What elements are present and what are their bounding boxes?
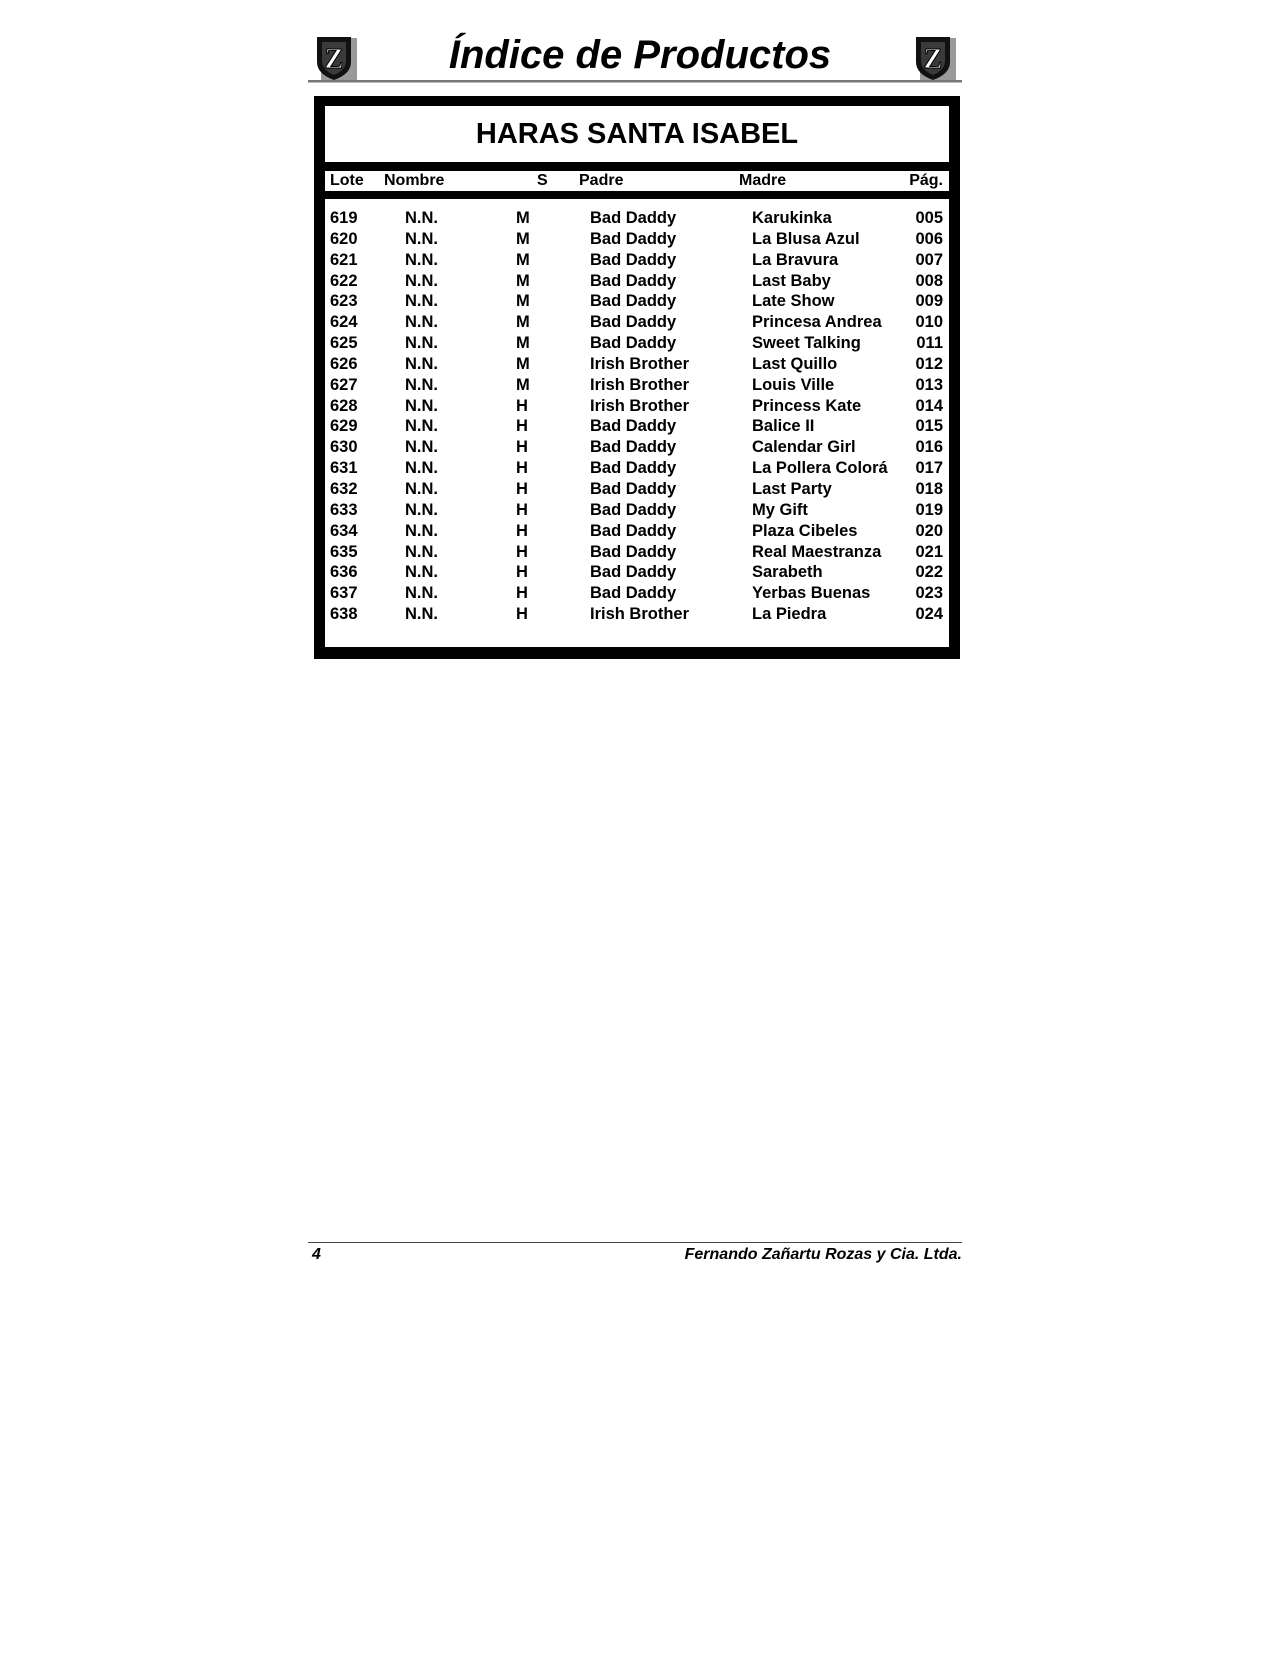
footer-company-name: Fernando Zañartu Rozas y Cia. Ltda. [684, 1246, 962, 1263]
cell-nombre: N.N. [405, 417, 438, 436]
cell-pag: 019 [915, 500, 943, 519]
cell-padre: Bad Daddy [590, 229, 677, 248]
column-header-sexo: S [537, 172, 548, 189]
cell-lote: 628 [330, 396, 358, 415]
table-row [325, 271, 949, 292]
table-row [325, 354, 949, 375]
cell-nombre: N.N. [405, 334, 438, 353]
cell-lote: 621 [330, 250, 358, 269]
cell-sexo: H [516, 542, 528, 561]
cell-sexo: H [516, 500, 528, 519]
cell-madre: Louis Ville [752, 375, 835, 394]
cell-madre: Karukinka [752, 209, 832, 227]
cell-padre: Bad Daddy [590, 334, 677, 353]
cell-lote: 631 [330, 459, 358, 478]
cell-sexo: H [516, 584, 528, 603]
cell-lote: 638 [330, 605, 358, 624]
column-header-lote: Lote [330, 172, 364, 189]
cell-padre: Bad Daddy [590, 271, 677, 290]
cell-sexo: H [516, 479, 528, 498]
cell-sexo: M [516, 292, 530, 311]
cell-padre: Bad Daddy [590, 479, 677, 498]
table-row [325, 500, 949, 521]
section-title-box [325, 106, 949, 162]
table-row [325, 437, 949, 458]
table-row [325, 291, 949, 312]
cell-madre: Last Baby [752, 271, 831, 290]
cell-madre: Real Maestranza [752, 542, 882, 561]
cell-nombre: N.N. [405, 292, 438, 311]
cell-madre: Sweet Talking [752, 334, 861, 353]
cell-nombre: N.N. [405, 542, 438, 561]
cell-sexo: M [516, 229, 530, 248]
cell-pag: 009 [915, 292, 943, 311]
cell-pag: 017 [915, 459, 943, 478]
header-divider [308, 80, 962, 83]
cell-padre: Bad Daddy [590, 209, 677, 227]
cell-lote: 627 [330, 375, 358, 394]
cell-madre: Yerbas Buenas [752, 584, 871, 603]
cell-nombre: N.N. [405, 459, 438, 478]
cell-padre: Bad Daddy [590, 438, 677, 457]
cell-nombre: N.N. [405, 375, 438, 394]
cell-lote: 630 [330, 438, 358, 457]
cell-pag: 024 [915, 605, 943, 624]
column-header-pag: Pág. [909, 172, 943, 189]
cell-pag: 015 [915, 417, 943, 436]
cell-padre: Bad Daddy [590, 313, 677, 332]
cell-padre: Irish Brother [590, 605, 690, 624]
cell-lote: 629 [330, 417, 358, 436]
cell-padre: Irish Brother [590, 375, 690, 394]
cell-madre: La Blusa Azul [752, 229, 860, 248]
cell-madre: Last Quillo [752, 354, 838, 373]
cell-lote: 625 [330, 334, 358, 353]
cell-padre: Bad Daddy [590, 521, 677, 540]
cell-madre: La Pollera Colorá [752, 459, 888, 478]
cell-madre: Late Show [752, 292, 835, 311]
cell-nombre: N.N. [405, 250, 438, 269]
shield-logo-right-icon [912, 34, 958, 82]
cell-sexo: M [516, 334, 530, 353]
cell-madre: La Bravura [752, 250, 839, 269]
footer-divider [308, 1242, 962, 1243]
cell-sexo: H [516, 563, 528, 582]
cell-padre: Irish Brother [590, 396, 690, 415]
cell-pag: 007 [915, 250, 943, 269]
footer-page-number: 4 [312, 1246, 321, 1263]
table-row [325, 521, 949, 542]
cell-madre: Balice II [752, 417, 815, 436]
table-row [325, 375, 949, 396]
cell-sexo: H [516, 438, 528, 457]
table-row [325, 458, 949, 479]
cell-sexo: M [516, 375, 530, 394]
table-row [325, 312, 949, 333]
table-row [325, 229, 949, 250]
cell-pag: 014 [915, 396, 943, 415]
cell-nombre: N.N. [405, 500, 438, 519]
cell-sexo: H [516, 521, 528, 540]
cell-lote: 622 [330, 271, 358, 290]
table-body [325, 199, 949, 647]
cell-lote: 626 [330, 354, 358, 373]
index-frame [314, 96, 960, 659]
cell-pag: 023 [915, 584, 943, 603]
table-row [325, 479, 949, 500]
cell-pag: 021 [915, 542, 943, 561]
cell-lote: 623 [330, 292, 358, 311]
cell-padre: Bad Daddy [590, 584, 677, 603]
cell-lote: 636 [330, 563, 358, 582]
cell-pag: 005 [915, 209, 943, 227]
cell-madre: My Gift [752, 500, 808, 519]
cell-nombre: N.N. [405, 479, 438, 498]
cell-nombre: N.N. [405, 396, 438, 415]
cell-sexo: M [516, 209, 530, 227]
cell-padre: Bad Daddy [590, 563, 677, 582]
cell-nombre: N.N. [405, 229, 438, 248]
cell-sexo: M [516, 313, 530, 332]
cell-pag: 008 [915, 271, 943, 290]
cell-lote: 632 [330, 479, 358, 498]
cell-madre: Princesa Andrea [752, 313, 882, 332]
cell-padre: Bad Daddy [590, 250, 677, 269]
cell-madre: La Piedra [752, 605, 827, 624]
cell-sexo: M [516, 354, 530, 373]
cell-lote: 634 [330, 521, 358, 540]
column-header-madre: Madre [739, 172, 787, 189]
cell-madre: Last Party [752, 479, 832, 498]
column-header-padre: Padre [579, 172, 624, 189]
logo-letter: Z [324, 44, 344, 75]
table-row [325, 416, 949, 437]
cell-padre: Bad Daddy [590, 500, 677, 519]
table-header [325, 171, 949, 191]
cell-padre: Bad Daddy [590, 292, 677, 311]
cell-pag: 018 [915, 479, 943, 498]
table-row [325, 542, 949, 563]
cell-padre: Irish Brother [590, 354, 690, 373]
cell-padre: Bad Daddy [590, 417, 677, 436]
table-row [325, 208, 949, 229]
cell-madre: Sarabeth [752, 563, 823, 582]
cell-nombre: N.N. [405, 313, 438, 332]
cell-lote: 619 [330, 209, 358, 227]
cell-padre: Bad Daddy [590, 459, 677, 478]
cell-nombre: N.N. [405, 521, 438, 540]
cell-madre: Calendar Girl [752, 438, 856, 457]
cell-padre: Bad Daddy [590, 542, 677, 561]
cell-nombre: N.N. [405, 354, 438, 373]
cell-sexo: H [516, 396, 528, 415]
cell-pag: 010 [915, 313, 943, 332]
cell-pag: 020 [915, 521, 943, 540]
cell-sexo: H [516, 605, 528, 624]
cell-lote: 633 [330, 500, 358, 519]
table-row [325, 250, 949, 271]
table-row [325, 333, 949, 354]
cell-nombre: N.N. [405, 209, 438, 227]
cell-lote: 635 [330, 542, 358, 561]
table-row [325, 396, 949, 417]
cell-sexo: H [516, 417, 528, 436]
cell-sexo: H [516, 459, 528, 478]
cell-pag: 022 [915, 563, 943, 582]
section-title: HARAS SANTA ISABEL [475, 117, 799, 150]
cell-madre: Princess Kate [752, 396, 862, 415]
cell-lote: 620 [330, 229, 358, 248]
table-row [325, 604, 949, 625]
cell-madre: Plaza Cibeles [752, 521, 858, 540]
cell-nombre: N.N. [405, 438, 438, 457]
cell-pag: 013 [915, 375, 943, 394]
cell-nombre: N.N. [405, 605, 438, 624]
table-row [325, 562, 949, 583]
table-row [325, 583, 949, 604]
table-rows [325, 208, 949, 625]
cell-nombre: N.N. [405, 584, 438, 603]
cell-pag: 011 [916, 334, 943, 353]
cell-nombre: N.N. [405, 563, 438, 582]
page-title: Índice de Productos [448, 33, 832, 77]
cell-sexo: M [516, 271, 530, 290]
cell-sexo: M [516, 250, 530, 269]
column-header-nombre: Nombre [384, 172, 445, 189]
logo-letter: Z [923, 44, 943, 75]
cell-nombre: N.N. [405, 271, 438, 290]
cell-pag: 006 [915, 229, 943, 248]
cell-lote: 637 [330, 584, 358, 603]
cell-pag: 012 [915, 354, 943, 373]
cell-pag: 016 [915, 438, 943, 457]
cell-lote: 624 [330, 313, 358, 332]
